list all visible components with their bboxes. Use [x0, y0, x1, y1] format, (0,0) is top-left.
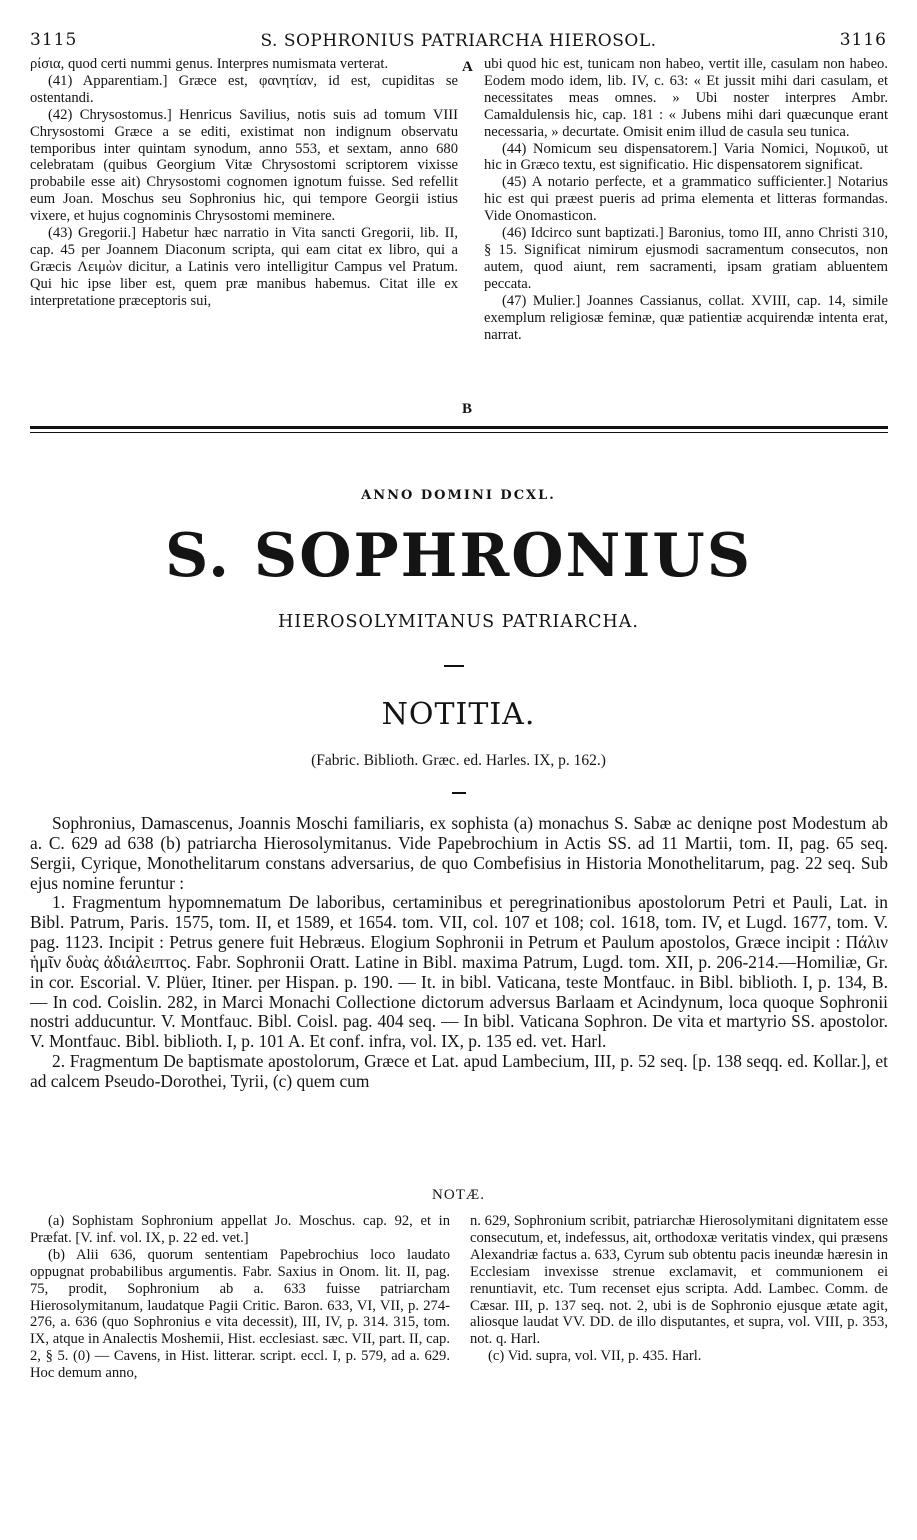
- note-paragraph: (43) Gregorii.] Habetur hæc narratio in Vita sancti Gregorii, lib. II, cap. 45 per Joannem Diaconum scripta, qui eam citat ex libro, qui a Græcis Λειμὼν dicitur, a Latinis vero intelligitur Campus vel Pratum. Qui hic ipse liber est, quem præ manibus habemus. Citat ille ex interpretatione præceptoris sui,: [30, 225, 458, 309]
- source-citation: (Fabric. Biblioth. Græc. ed. Harles. IX, p. 162.): [311, 752, 606, 769]
- top-right-column: [484, 56, 888, 343]
- section-rule-thick: [30, 426, 888, 429]
- main-subtitle: HIEROSOLYMITANUS PATRIARCHA.: [278, 612, 639, 632]
- running-title: S. SOPHRONIUS PATRIARCHA HIEROSOL.: [260, 31, 657, 51]
- body-paragraph: Sophronius, Damascenus, Joannis Moschi familiaris, ex sophista (a) monachus S. Sabæ ac deniqne post Modestum ab a. C. 629 ad 638 (b) patriarcha Hierosolymitanus. Vide Papebrochium in Actis SS. ad 11 Martii, tom. II, pag. 65 seq. Sergii, Cyrique, Monothelitarum constans adversarius, de quo Combefisius in Historia Monothelitarum, pag. 22 seq. Sub ejus nomine feruntur :: [30, 813, 888, 893]
- main-text: [30, 814, 888, 1092]
- note-paragraph: (46) Idcirco sunt baptizati.] Baronius, tomo III, anno Christi 310, § 15. Significat nimirum ejusmodi sacramentum consecutos, non autem, quod aiunt, rem sacramenti, ipsam gratiam abluentem peccata.: [484, 225, 888, 292]
- section-heading: NOTITIA.: [381, 697, 536, 732]
- body-paragraph: 1. Fragmentum hypomnematum De laboribus, certaminibus et peregrinationibus apostolorum Petri et Pauli, Lat. in Bibl. Patrum, Paris. 1575, tom. II, et 1589, et 1654. tom. VII, col. 107 et 108; col. 1618, tom. IV, et Lugd. 1677, tom. V. pag. 1123. Incipit : Petrus genere fuit Hebræus. Elogium Sophronii in Petrum et Paulum apostolos, Græce incipit : Πάλιν ἡμῖν δυὰς ἀδιάλειπτος. Fabr. Sophronii Oratt. Latine in Bibl. maxima Patrum, Lugd. tom. XII, p. 206-214.—Homiliæ, Gr. in cor. Escorial. V. Plüer, Itiner. per Hispan. p. 190. — It. in bibl. Vaticana, teste Montfauc. in Bibl. biblioth. I, p. 134, B. — In cod. Coislin. 282, in Marci Monachi Collectione dictorum adversus Barlaam et Acindynum, loca quoque Sophronii nostri adducuntur. V. Montfauc. Bibl. Coisl. pag. 404 seq. — In bibl. Vaticana Sophron. De vita et martyrio SS. apostolor. V. Montfauc. Bibl. biblioth. I, p. 101 A. Et conf. infra, vol. IX, p. 135 ed. vet. Harl.: [30, 892, 888, 1052]
- note-paragraph: (44) Nomicum seu dispensatorem.] Varia Nomici, Νομικοῦ, ut hic in Græco textu, est significatio. Hic dispensatorem significat.: [484, 140, 888, 174]
- note-paragraph: (42) Chrysostomus.] Henricus Savilius, notis suis ad tomum VIII Chrysostomi Græce a se editi, existimat non indignum observatu temporibus inter quintam synodum, anno 553, et sextam, anno 680 celebratam (quibus Georgium Vitæ Chrysostomi scriptorem vixisse probabile esse ait) Chrysostomi cognomen ignotum fuisse. Sed refellit eum Joan. Moschus seu Sophronius hic, qui tempore Georgii istius vixere, et hujus cognominis Chrysostomi meminere.: [30, 106, 458, 225]
- note-paragraph: ρίσια, quod certi nummi genus. Interpres numismata verterat.: [30, 56, 389, 72]
- page-header: [30, 30, 887, 54]
- note-paragraph: (41) Apparentiam.] Græce est, φανητίαν, id est, cupiditas se ostentandi.: [30, 72, 458, 106]
- section-rule-thin: [30, 432, 888, 433]
- note-paragraph: ubi quod hic est, tunicam non habeo, vertit ille, casulam non habeo. Eodem modo idem, lib. IV, c. 63: « Et jussit mihi dari casulam, et necessitates meas omnes. » Ubi noster interpres Ambr. Camaldulensis hic, cap. 181 : « Jubens mihi dari quæcunque erant necessaria, » decurtate. Omisit enim illud de casula seu tunica.: [484, 56, 888, 140]
- bottom-left-column: [30, 1213, 450, 1382]
- main-title: S. SOPHRONIUS: [164, 521, 753, 591]
- footnote: (b) Alii 636, quorum sententiam Papebrochius loco laudato oppugnat probabilibus argumentis. Fabr. Saxius in Onom. lit. II, pag. 75, prodit, Sophronium ab a. 633 fuisse patriarcham Hierosolymitanum, laudatque Pagii Critic. Baron. 633, VI, VII, p. 274-276, a. 636 (quo Sophronius e vita decessit), III, IV, p. 314. 315, tom. IX, atque in Analectis Moshemii, Hist. ecclesiast. sæc. VII, part. II, cap. 2, § 5. (0) — Cavens, in Hist. litterar. script. eccl. I, p. 579, ad a. 629. Hoc demum anno,: [30, 1246, 450, 1382]
- footnote: (c) Vid. supra, vol. VII, p. 435. Harl.: [488, 1348, 702, 1365]
- column-marker-a: A: [462, 59, 473, 75]
- page-number-right: 3116: [839, 30, 887, 50]
- body-paragraph: 2. Fragmentum De baptismate apostolorum, Græce et Lat. apud Lambecium, III, p. 52 seq. [p. 138 seqq. ed. Kollar.], et ad calcem Pseudo-Dorothei, Tyrii, (c) quem cum: [30, 1051, 888, 1091]
- title-divider: [444, 665, 464, 667]
- bottom-right-column: [470, 1213, 888, 1365]
- note-paragraph: (45) A notario perfecte, et a grammatico sufficienter.] Notarius hic est qui præest pueris ad prima elementa et litteras formandas. Vide Onomasticon.: [484, 174, 888, 225]
- heading-divider: [452, 792, 466, 794]
- footnote: (a) Sophistam Sophronium appellat Jo. Moschus. cap. 92, et in Præfat. [V. inf. vol. IX, p. 22 ed. vet.]: [30, 1213, 450, 1246]
- footnote: n. 629, Sophronium scribit, patriarchæ Hierosolymitani dignitatem esse consecutum, et, indefessus, ait, orthodoxæ veritatis vindex, qui præsens Alexandriæ factus a. 633, Cyrum sub obtentu pacis ineundæ hæresin in Ecclesiam invexisse strenue exclamavit, et communionem ei renuntiavit, etc. Tum recenset ejus scripta. Add. Lambec. Comm. de Cæsar. III, p. 137 seq. not. 2, ubi is de Sophronio ejusque ætate agit, aliosque laudat VV. DD. de illo disputantes, et supra, vol. VIII, p. 353, not. q. Harl.: [470, 1213, 888, 1348]
- page-number-left: 3115: [30, 30, 78, 50]
- top-left-column: [30, 56, 458, 310]
- anno-domini-line: ANNO DOMINI DCXL.: [361, 488, 556, 503]
- notes-heading: NOTÆ.: [432, 1187, 485, 1203]
- column-marker-b: B: [462, 401, 473, 417]
- note-paragraph: (47) Mulier.] Joannes Cassianus, collat. XVIII, cap. 14, simile exemplum religiosæ feminæ, quæ patientiæ acquirendæ intenta erat, narrat.: [484, 292, 888, 343]
